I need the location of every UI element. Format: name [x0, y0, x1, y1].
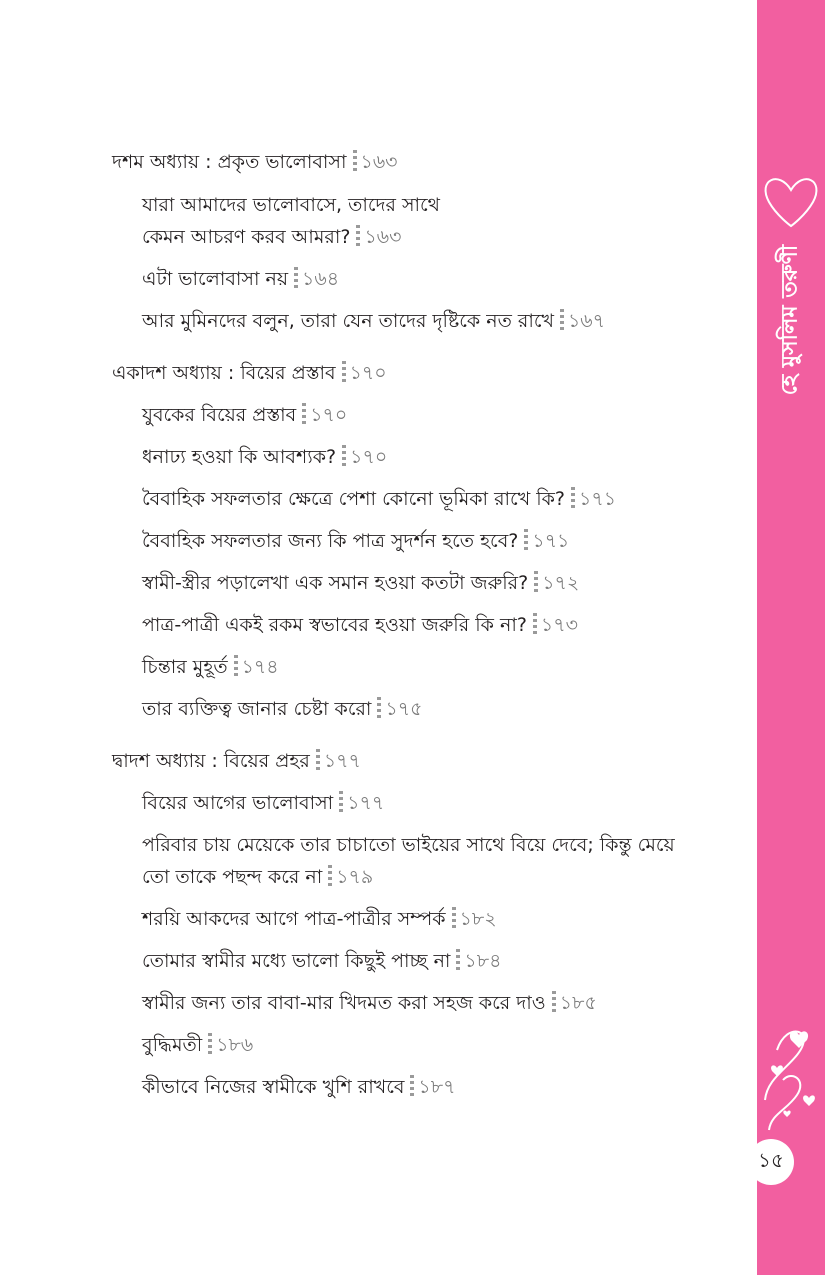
book-title: হে মুসলিম তরুণী — [777, 244, 803, 396]
toc-entry — [142, 946, 501, 976]
dotted-separator-icon — [328, 865, 332, 887]
toc-entry — [142, 1072, 455, 1102]
toc-page-number: ১৬৪ — [302, 268, 340, 290]
toc-entry — [142, 652, 279, 682]
toc-entry — [142, 694, 422, 724]
toc-entry — [142, 830, 675, 860]
toc-title: শরয়ি আকদের আগে পাত্র-পাত্রীর সম্পর্ক — [142, 908, 446, 930]
toc-entry — [142, 988, 597, 1018]
heart-outline-icon — [757, 150, 825, 260]
toc-page-number: ১৮৬ — [216, 1034, 254, 1056]
toc-entry — [142, 484, 616, 514]
toc-page-number: ১৭৭ — [323, 750, 361, 772]
dotted-separator-icon — [353, 150, 357, 172]
toc-page-number: ১৭১ — [579, 488, 617, 510]
dotted-separator-icon — [410, 1075, 414, 1097]
toc-title: যারা আমাদের ভালোবাসে, তাদের সাথে — [142, 194, 440, 216]
toc-entry — [142, 1030, 253, 1060]
toc-entry — [142, 306, 605, 336]
dotted-separator-icon — [208, 1033, 212, 1055]
toc-page-number: ১৬৩ — [364, 226, 402, 248]
toc-page-number: ১৭৭ — [347, 792, 385, 814]
dotted-separator-icon — [377, 697, 381, 719]
toc-page-number: ১৬৭ — [567, 310, 605, 332]
toc-page-number: ১৮২ — [459, 908, 497, 930]
toc-entry — [142, 400, 347, 430]
toc-page-number: ১৭০ — [350, 446, 388, 468]
toc-entry — [142, 862, 373, 892]
toc-page-number: ১৭২ — [542, 572, 580, 594]
toc-chapter — [112, 746, 361, 776]
dotted-separator-icon — [452, 907, 456, 929]
dotted-separator-icon — [356, 225, 360, 247]
toc-title: দশম অধ্যায় : প্রকৃত ভালোবাসা — [112, 151, 347, 173]
toc-entry — [142, 610, 578, 640]
toc-title: পরিবার চায় মেয়েকে তার চাচাতো ভাইয়ের সাথে বিয়ে দেবে; কিন্তু মেয়ে — [142, 834, 675, 856]
dotted-separator-icon — [294, 267, 298, 289]
toc-page-number: ১৭১ — [532, 530, 570, 552]
toc-entry — [142, 788, 384, 818]
toc-entry — [142, 526, 569, 556]
toc-entry — [142, 568, 579, 598]
dotted-separator-icon — [534, 571, 538, 593]
dotted-separator-icon — [316, 749, 320, 771]
toc-title: পাত্র-পাত্রী একই রকম স্বভাবের হওয়া জরুরি কি না? — [142, 614, 527, 636]
toc-title: তার ব্যক্তিত্ব জানার চেষ্টা করো — [142, 698, 372, 720]
dotted-separator-icon — [560, 309, 564, 331]
toc-page-number: ১৭৪ — [241, 656, 279, 678]
toc-page-number: ১৭৩ — [540, 614, 578, 636]
toc-entry — [142, 904, 497, 934]
toc-title: বিয়ের আগের ভালোবাসা — [142, 792, 334, 814]
dotted-separator-icon — [234, 655, 238, 677]
dotted-separator-icon — [552, 991, 556, 1013]
toc-title: এটা ভালোবাসা নয় — [142, 268, 289, 290]
page-number: ১৫ — [748, 1139, 794, 1185]
toc-page-number: ১৭৯ — [336, 866, 374, 888]
dotted-separator-icon — [342, 361, 346, 383]
toc-title: একাদশ অধ্যায় : বিয়ের প্রস্তাব — [112, 362, 336, 384]
toc-title: ধনাঢ্য হওয়া কি আবশ্যক? — [142, 446, 337, 468]
toc-page-number: ১৭৫ — [385, 698, 423, 720]
dotted-separator-icon — [524, 529, 528, 551]
toc-title: স্বামীর জন্য তার বাবা-মার খিদমত করা সহজ করে দাও — [142, 992, 546, 1014]
toc-title: বৈবাহিক সফলতার ক্ষেত্রে পেশা কোনো ভূমিকা রাখে কি? — [142, 488, 566, 510]
dotted-separator-icon — [339, 791, 343, 813]
toc-entry — [142, 190, 440, 220]
toc-chapter — [112, 358, 387, 388]
toc-title: তো তাকে পছন্দ করে না — [142, 866, 323, 888]
toc-title: দ্বাদশ অধ্যায় : বিয়ের প্রহর — [112, 750, 310, 772]
toc-title: আর মুমিনদের বলুন, তারা যেন তাদের দৃষ্টিকে নত রাখে — [142, 310, 554, 332]
toc-title: স্বামী-স্ত্রীর পড়ালেখা এক সমান হওয়া কতটা জরুরি? — [142, 572, 529, 594]
toc-page-number: ১৮৫ — [559, 992, 597, 1014]
toc-entry — [142, 264, 339, 294]
toc-title: কেমন আচরণ করব আমরা? — [142, 226, 351, 248]
toc-title: কীভাবে নিজের স্বামীকে খুশি রাখবে — [142, 1076, 405, 1098]
toc-title: চিন্তার মুহূর্ত — [142, 656, 228, 678]
toc-entry — [142, 222, 402, 252]
toc-page-number: ১৭০ — [349, 362, 387, 384]
toc-page-number: ১৬৩ — [360, 151, 398, 173]
toc-title: তোমার স্বামীর মধ্যে ভালো কিছুই পাচ্ছ না — [142, 950, 451, 972]
dotted-separator-icon — [456, 949, 460, 971]
dotted-separator-icon — [533, 613, 537, 635]
toc-title: যুবকের বিয়ের প্রস্তাব — [142, 404, 297, 426]
toc-page-number: ১৮৪ — [464, 950, 502, 972]
floral-hearts-icon — [757, 1010, 825, 1140]
toc-chapter — [112, 147, 398, 177]
dotted-separator-icon — [302, 403, 306, 425]
toc-title: বৈবাহিক সফলতার জন্য কি পাত্র সুদর্শন হতে হবে? — [142, 530, 519, 552]
dotted-separator-icon — [571, 487, 575, 509]
toc-page-number: ১৭০ — [310, 404, 348, 426]
toc-entry — [142, 442, 387, 472]
toc-page-number: ১৮৭ — [418, 1076, 456, 1098]
dotted-separator-icon — [342, 445, 346, 467]
toc-title: বুদ্ধিমতী — [142, 1034, 203, 1056]
